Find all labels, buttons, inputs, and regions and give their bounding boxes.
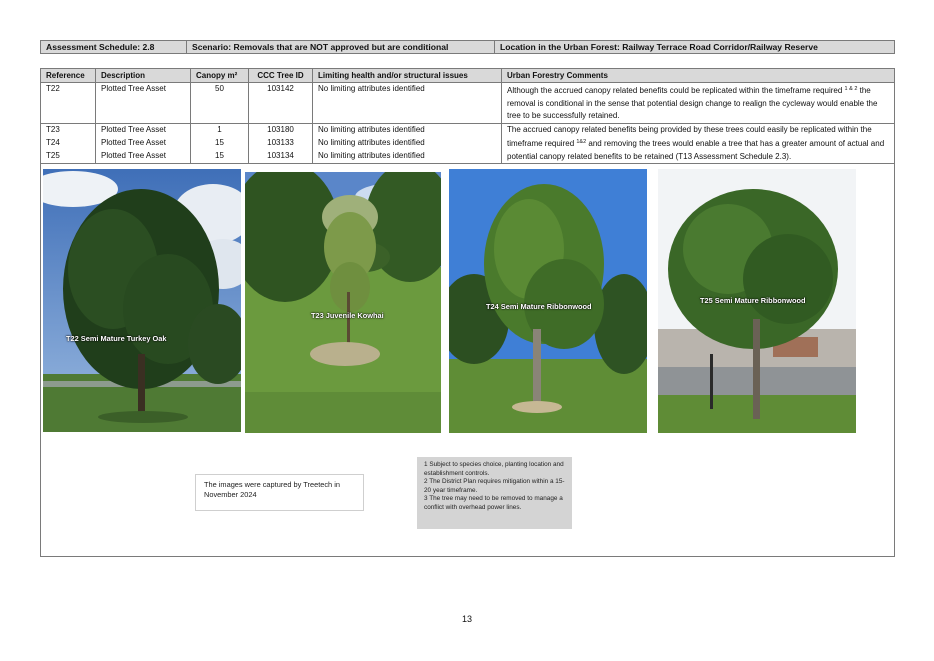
comment-text: and removing the trees would enable a tree that has a greater amount of actual and potential canopy related benefits to be retained (T13 Assessment Schedule 2.3). [507, 139, 885, 161]
cell-reference: T22 [41, 83, 96, 124]
location-label: Location in the Urban Forest: Railway Terrace Road Corridor/Railway Reserve [500, 42, 818, 52]
cell-limiting: No limiting attributes identified [313, 83, 502, 124]
comment-text: the removal is conditional in the sense that potential design change to realign the cycleway would enable the tree to be successfully retained. [507, 86, 878, 120]
comment-footnote-ref: 1&2 [576, 139, 587, 145]
footnote-2: 2 The District Plan requires mitigation within a 15-20 year timeframe. [424, 478, 565, 494]
cell-canopy: 15 [191, 137, 249, 150]
col-limiting: Limiting health and/or structural issues [313, 69, 502, 83]
cell-limiting: No limiting attributes identified [313, 137, 502, 150]
cell-tree-id: 103134 [249, 150, 313, 164]
comment-text: The accrued canopy related benefits being provided by these trees could easily be replicated within the timeframe required [507, 124, 872, 148]
col-tree-id: CCC Tree ID [249, 69, 313, 83]
cell-description: Plotted Tree Asset [96, 83, 191, 124]
photo-t24 [449, 169, 647, 433]
cell-canopy: 15 [191, 150, 249, 164]
table-row [41, 83, 895, 124]
col-reference: Reference [41, 69, 96, 83]
footnote-3: 3 The tree may need to be removed to manage a conflict with overhead power lines. [424, 495, 563, 511]
footnote-1: 1 Subject to species choice, planting location and establishment controls. [424, 461, 564, 477]
schedule-header [40, 40, 895, 54]
capture-note: The images were captured by Treetech in November 2024 [195, 474, 364, 511]
cell-reference: T25 [41, 150, 96, 164]
cell-canopy: 50 [191, 83, 249, 124]
cell-reference: T24 [41, 137, 96, 150]
photo-caption-t23: T23 Juvenile Kowhai [311, 311, 384, 320]
cell-tree-id: 103142 [249, 83, 313, 124]
photo-t23 [245, 172, 441, 433]
cell-tree-id: 103180 [249, 123, 313, 137]
cell-description: Plotted Tree Asset [96, 137, 191, 150]
cell-comment [502, 123, 895, 164]
page-number: 13 [461, 614, 472, 624]
scenario-label: Scenario: Removals that are NOT approved but are conditional [187, 41, 495, 53]
schedule-label: Assessment Schedule: 2.8 [41, 41, 187, 53]
cell-limiting: No limiting attributes identified [313, 123, 502, 137]
footnotes-box [417, 457, 572, 529]
col-comments: Urban Forestry Comments [502, 69, 895, 83]
photo-caption-t22: T22 Semi Mature Turkey Oak [66, 334, 167, 343]
col-canopy: Canopy m² [191, 69, 249, 83]
schedule-table [40, 68, 895, 164]
col-description: Description [96, 69, 191, 83]
cell-canopy: 1 [191, 123, 249, 137]
cell-reference: T23 [41, 123, 96, 137]
table-row [41, 123, 895, 137]
cell-tree-id: 103133 [249, 137, 313, 150]
comment-footnote-ref: 1 & 2 [844, 86, 858, 92]
photo-caption-t24: T24 Semi Mature Ribbonwood [486, 302, 592, 311]
comment-text: Although the accrued canopy related benefits could be replicated within the timeframe required [507, 86, 843, 95]
photo-caption-t25: T25 Semi Mature Ribbonwood [700, 296, 806, 305]
photo-t22 [43, 169, 241, 432]
cell-comment [502, 83, 895, 124]
cell-limiting: No limiting attributes identified [313, 150, 502, 164]
cell-description: Plotted Tree Asset [96, 150, 191, 164]
cell-description: Plotted Tree Asset [96, 123, 191, 137]
